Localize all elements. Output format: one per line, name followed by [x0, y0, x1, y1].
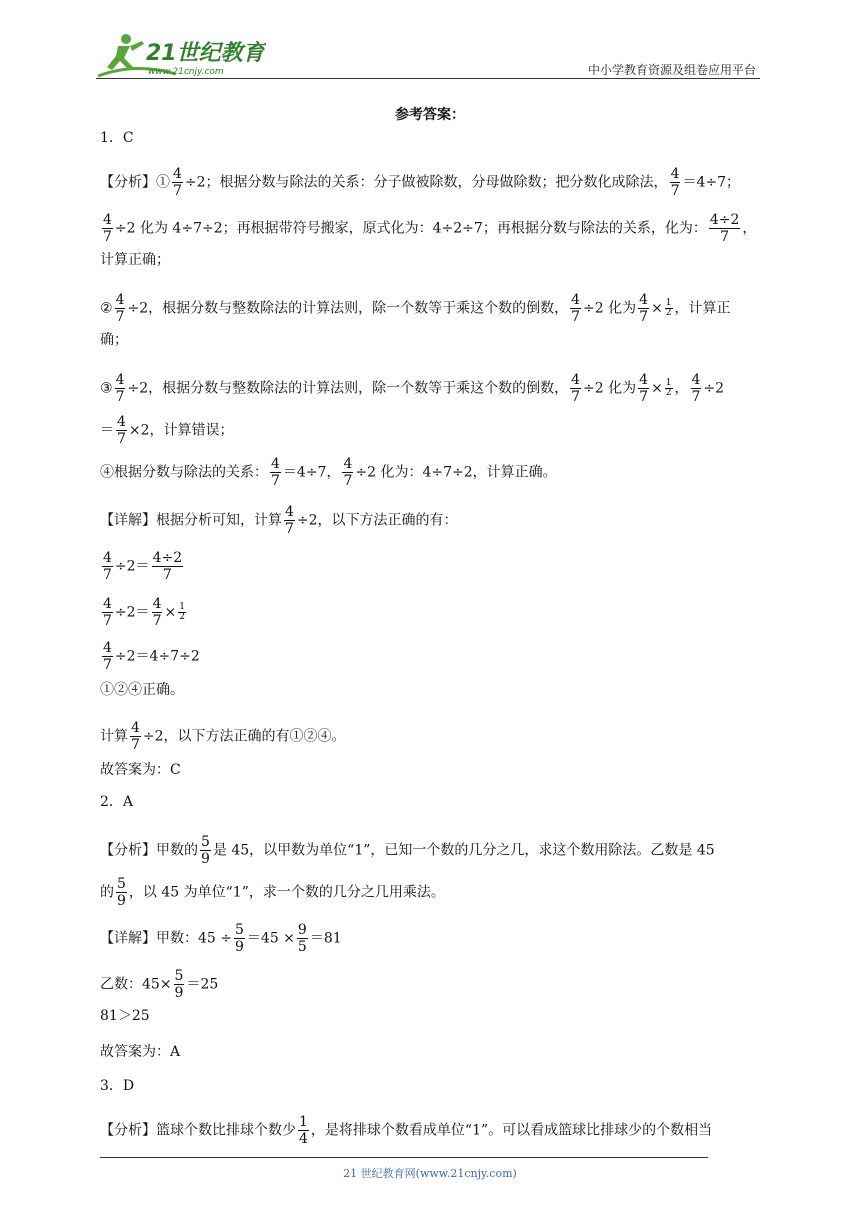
fraction: $\frac{4}{7}$ [115, 372, 125, 405]
fraction: $\frac{5}{9}$ [174, 968, 184, 1001]
q1-analysis-line-8: ④根据分数与除法的关系： $\frac{4}{7}$ ＝4÷7， $\frac{4}{7}$ ÷2 化为：4÷7÷2，计算正确。 [100, 456, 557, 489]
fraction: $\frac{4}{7}$ [103, 212, 112, 245]
q1-number: 1．C [100, 130, 134, 146]
fraction: $\frac{4\div 2}{7}$ [709, 212, 740, 245]
fraction: $\frac{5}{9}$ [201, 834, 210, 867]
page-title: 参考答案： [395, 107, 465, 123]
q1-analysis-line-5: 确； [100, 332, 128, 348]
q2-number: 2．A [100, 794, 134, 810]
fraction: $\frac{4}{7}$ [571, 372, 581, 405]
fraction: $\frac{4}{7}$ [117, 414, 126, 447]
q2-detail-line-2: 乙数：45× $\frac{5}{9}$ ＝25 [100, 968, 219, 1001]
q1-analysis-line-1: 【分析】① $\frac{4}{7}$ ÷2；根据分数与除法的关系：分子做被除数，分母做除数；把分数化成除法， $\frac{4}{7}$ ＝4÷7； [100, 166, 741, 199]
q3-analysis-line-1: 【分析】篮球个数比排球个数少 $\frac{1}{4}$ ，是将排球个数看成单位“1”。可以看成篮球比排球少的个数相当 [100, 1114, 713, 1147]
logo-url: www.21cnjy.com [148, 67, 224, 77]
q1-equation-1: $\frac{4}{7}$ ÷2＝ $\frac{4\div 2}{7}$ [103, 550, 183, 583]
fraction: $\frac{5}{9}$ [235, 922, 244, 955]
q1-conclusion: 计算 $\frac{4}{7}$ ÷2，以下方法正确的有①②④。 [100, 720, 346, 753]
fraction: $\frac{4}{7}$ [670, 166, 680, 199]
header-divider [96, 78, 760, 79]
fraction: $\frac{1}{2}$ [665, 298, 672, 318]
fraction: $\frac{4}{7}$ [103, 640, 112, 673]
q1-analysis-line-3: 计算正确； [100, 252, 170, 268]
fraction: $\frac{4}{7}$ [271, 456, 280, 489]
fraction: $\frac{4\div 2}{7}$ [152, 550, 183, 583]
fraction: $\frac{4}{7}$ [103, 550, 112, 583]
q1-analysis-line-4: ② $\frac{4}{7}$ ÷2，根据分数与整数除法的计算法则，除一个数等于乘这个数的倒数， $\frac{4}{7}$ ÷2 化为 $\frac{4}{7}$ × $\frac{1}{2}$ ，计算正 [100, 292, 731, 325]
fraction: $\frac{4}{7}$ [691, 372, 701, 405]
fraction: $\frac{4}{7}$ [639, 292, 649, 325]
header-platform-text: 中小学教育资源及组卷应用平台 [587, 63, 756, 77]
fraction: $\frac{4}{7}$ [173, 166, 182, 199]
q1-correct-note: ①②④正确。 [100, 682, 184, 698]
q2-comparison: 81＞25 [100, 1008, 150, 1024]
footer-divider [100, 1157, 708, 1158]
q2-analysis-line-1: 【分析】甲数的 $\frac{5}{9}$ 是 45，以甲数为单位“1”，已知一个数的几分之几，求这个数用除法。乙数是 45 [100, 834, 715, 867]
site-logo [96, 32, 266, 78]
q3-number: 3．D [100, 1078, 135, 1094]
fraction: $\frac{4}{7}$ [639, 372, 649, 405]
fraction: $\frac{1}{2}$ [179, 602, 185, 622]
q2-answer: 故答案为：A [100, 1044, 181, 1060]
fraction: $\frac{4}{7}$ [115, 292, 125, 325]
fraction: $\frac{4}{7}$ [571, 292, 581, 325]
fraction: $\frac{1}{2}$ [665, 378, 672, 398]
fraction: $\frac{4}{7}$ [285, 504, 294, 537]
fraction: $\frac{4}{7}$ [131, 720, 140, 753]
q1-equation-2: $\frac{4}{7}$ ÷2＝ $\frac{4}{7}$ × $\frac{1}{2}$ [103, 596, 185, 629]
q1-detail-line-1: 【详解】根据分析可知，计算 $\frac{4}{7}$ ÷2，以下方法正确的有： [100, 504, 458, 537]
logo-text: 21世纪教育 [146, 41, 265, 66]
q2-detail-line-1: 【详解】甲数：45 ÷ $\frac{5}{9}$ ＝45 × $\frac{9}{5}$ ＝81 [100, 922, 342, 955]
footer-link[interactable]: 21 世纪教育网(www.21cnjy.com) [343, 1167, 517, 1180]
fraction: $\frac{4}{7}$ [343, 456, 353, 489]
fraction: $\frac{9}{5}$ [297, 922, 307, 955]
q1-equation-3: $\frac{4}{7}$ ÷2＝4÷7÷2 [103, 640, 200, 673]
fraction: $\frac{4}{7}$ [103, 596, 112, 629]
q2-analysis-line-2: 的 $\frac{5}{9}$ ，以 45 为单位“1”，求一个数的几分之几用乘法。 [100, 876, 445, 909]
fraction: $\frac{4}{7}$ [152, 596, 162, 629]
q1-analysis-line-2: $\frac{4}{7}$ ÷2 化为 4÷7÷2；再根据带符号搬家，原式化为：4÷2÷7；再根据分数与除法的关系，化为： $\frac{4\div 2}{7}$ ， [103, 212, 757, 245]
q1-analysis-line-6: ③ $\frac{4}{7}$ ÷2，根据分数与整数除法的计算法则，除一个数等于乘这个数的倒数， $\frac{4}{7}$ ÷2 化为 $\frac{4}{7}$ × $\frac{1}{2}$ ， $\frac{4}{7}$ ÷2 [100, 372, 725, 405]
q1-answer: 故答案为：C [100, 762, 181, 778]
fraction: $\frac{5}{9}$ [117, 876, 126, 909]
fraction: $\frac{1}{4}$ [299, 1114, 308, 1147]
q1-analysis-line-7: ＝ $\frac{4}{7}$ ×2，计算错误； [100, 414, 234, 447]
